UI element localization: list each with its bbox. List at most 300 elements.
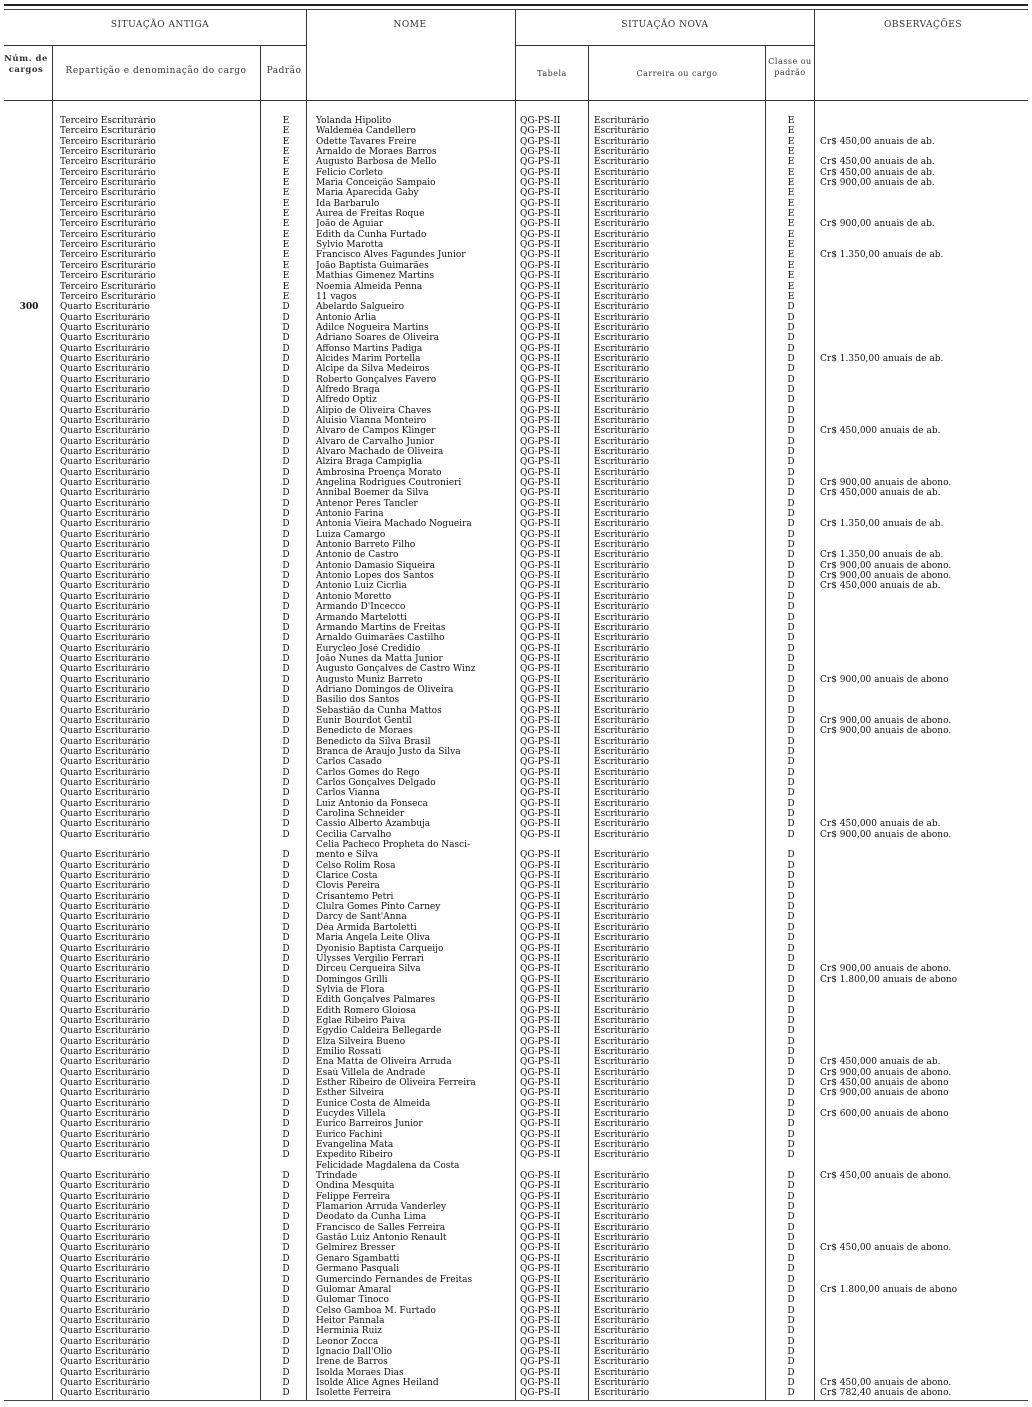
row-carreira: Escriturário [594, 664, 650, 675]
row-cargo: Quarto Escriturário [60, 550, 150, 561]
table-row [0, 954, 1032, 964]
row-tabela: QG-PS-II [520, 322, 561, 333]
table-row [0, 137, 1032, 147]
row-carreira: Escriturário [594, 757, 650, 768]
row-classe: D [787, 1171, 795, 1182]
row-tabela: QG-PS-II [520, 922, 561, 933]
row-carreira: Escriturário [594, 1067, 650, 1078]
table-row [0, 861, 1032, 871]
row-tabela: QG-PS-II [520, 1357, 561, 1368]
row-observacao: Cr$ 900,00 anuais de abono. [820, 726, 952, 737]
row-cargo: Quarto Escriturário [60, 746, 150, 757]
row-padrao: D [282, 746, 290, 757]
table-row [0, 1088, 1032, 1098]
row-padrao: D [282, 1253, 290, 1264]
row-carreira: Escriturário [594, 1388, 650, 1399]
row-classe: D [787, 571, 795, 582]
row-tabela: QG-PS-II [520, 726, 561, 737]
row-carreira: Escriturário [594, 1326, 650, 1337]
table-row [0, 1047, 1032, 1057]
row-padrao: E [282, 219, 290, 230]
row-padrao: D [282, 581, 290, 592]
row-nome: Ida Barbarulo [316, 198, 380, 209]
row-padrao: D [282, 912, 290, 923]
row-tabela: QG-PS-II [520, 1129, 561, 1140]
row-nome: Odette Tavares Freire [316, 136, 417, 147]
row-nome: Sylvio Marotta [316, 240, 384, 251]
row-tabela: QG-PS-II [520, 1326, 561, 1337]
row-tabela: QG-PS-II [520, 260, 561, 271]
row-nome: Esther Silveira [316, 1088, 384, 1099]
row-carreira: Escriturário [594, 1336, 650, 1347]
row-nome: Eurico Fachini [316, 1129, 383, 1140]
row-cargo: Quarto Escriturário [60, 1005, 150, 1016]
row-padrao: D [282, 312, 290, 323]
row-padrao: D [282, 871, 290, 882]
row-classe: D [787, 1140, 795, 1151]
row-tabela: QG-PS-II [520, 850, 561, 861]
row-cargo: Quarto Escriturário [60, 1036, 150, 1047]
row-tabela: QG-PS-II [520, 664, 561, 675]
row-padrao: D [282, 1295, 290, 1306]
row-tabela: QG-PS-II [520, 860, 561, 871]
row-carreira: Escriturário [594, 312, 650, 323]
row-carreira: Escriturário [594, 1109, 650, 1119]
row-classe: D [787, 1026, 795, 1037]
row-cargo: Terceiro Escriturário [60, 260, 156, 271]
row-tabela: QG-PS-II [520, 653, 561, 664]
row-classe: D [787, 809, 795, 820]
row-padrao: D [282, 715, 290, 726]
row-classe: D [787, 829, 795, 840]
row-classe: D [787, 1295, 795, 1306]
row-nome: Carlos Gonçalves Delgado [316, 778, 436, 788]
row-cargo: Quarto Escriturário [60, 1129, 150, 1140]
row-classe: D [787, 1212, 795, 1223]
table-row [0, 292, 1032, 302]
row-tabela: QG-PS-II [520, 271, 561, 282]
row-cargo: Quarto Escriturário [60, 1098, 150, 1109]
row-classe: D [787, 902, 795, 913]
row-classe: D [787, 974, 795, 985]
row-classe: E [787, 260, 795, 271]
row-padrao: D [282, 1057, 290, 1068]
row-padrao: D [282, 1264, 290, 1275]
row-nome: Eglae Ribeiro Paiva [316, 1015, 406, 1026]
row-cargo: Quarto Escriturário [60, 881, 150, 892]
row-nome: Adriano Domingos de Oliveira [316, 684, 454, 695]
row-classe: D [787, 984, 795, 995]
row-cargo: Quarto Escriturário [60, 478, 150, 489]
row-padrao: D [282, 881, 290, 892]
row-carreira: Escriturário [594, 964, 650, 975]
row-observacao: Cr$ 900,00 anuais de abono [820, 1088, 949, 1099]
row-tabela: QG-PS-II [520, 478, 561, 489]
row-tabela: QG-PS-II [520, 1264, 561, 1275]
row-carreira: Escriturário [594, 571, 650, 582]
row-padrao: D [282, 1191, 290, 1202]
table-row [0, 395, 1032, 405]
row-padrao: D [282, 1067, 290, 1078]
row-nome: Alfredo Optiz [316, 395, 377, 406]
row-padrao: D [282, 1274, 290, 1285]
row-padrao: D [282, 478, 290, 489]
row-nome: Maria Angela Leite Oliva [316, 933, 431, 944]
row-tabela: QG-PS-II [520, 395, 561, 406]
row-tabela: QG-PS-II [520, 384, 561, 395]
row-observacao: Cr$ 450,00 anuais de abono [820, 1077, 949, 1088]
table-row [0, 561, 1032, 571]
row-classe: D [787, 684, 795, 695]
row-observacao: Cr$ 450,000 anuais de ab. [820, 1057, 941, 1068]
row-tabela: QG-PS-II [520, 622, 561, 633]
row-padrao: D [282, 705, 290, 716]
row-observacao: Cr$ 600,00 anuais de abono [820, 1109, 949, 1119]
row-cargo: Quarto Escriturário [60, 767, 150, 778]
row-carreira: Escriturário [594, 519, 650, 530]
row-nome: Roberto Gonçalves Favero [316, 374, 437, 385]
row-tabela: QG-PS-II [520, 302, 561, 313]
row-observacao: Cr$ 1.350,00 anuais de ab. [820, 353, 944, 364]
row-tabela: QG-PS-II [520, 457, 561, 468]
row-nome: Armando D'Incecco [316, 602, 406, 613]
table-row [0, 613, 1032, 623]
table-row [0, 437, 1032, 447]
row-nome: Sebastião da Cunha Mattos [316, 705, 442, 716]
row-carreira: Escriturário [594, 1098, 650, 1109]
row-classe: E [787, 147, 795, 158]
row-classe: D [787, 860, 795, 871]
row-cargo: Quarto Escriturário [60, 488, 150, 499]
row-classe: D [787, 922, 795, 933]
row-observacao: Cr$ 782,40 anuais de abono. [820, 1388, 952, 1399]
row-classe: D [787, 1233, 795, 1244]
row-carreira: Escriturário [594, 1357, 650, 1368]
row-padrao: D [282, 860, 290, 871]
row-carreira: Escriturário [594, 715, 650, 726]
row-carreira: Escriturário [594, 302, 650, 313]
table-row [0, 550, 1032, 560]
row-nome: Ena Matta de Oliveira Arruda [316, 1057, 452, 1068]
row-classe: D [787, 1181, 795, 1192]
row-classe: E [787, 157, 795, 168]
row-padrao: D [282, 343, 290, 354]
row-carreira: Escriturário [594, 788, 650, 799]
row-carreira: Escriturário [594, 1150, 650, 1161]
row-carreira: Escriturário [594, 1212, 650, 1223]
row-padrao: D [282, 612, 290, 623]
row-carreira: Escriturário [594, 478, 650, 489]
row-padrao: D [282, 498, 290, 509]
row-classe: D [787, 622, 795, 633]
row-cargo: Quarto Escriturário [60, 1171, 150, 1182]
table-row [0, 819, 1032, 829]
row-nome: Flamarion Arruda Vanderley [316, 1202, 447, 1213]
row-tabela: QG-PS-II [520, 633, 561, 644]
row-carreira: Escriturário [594, 560, 650, 571]
row-cargo: Terceiro Escriturário [60, 157, 156, 168]
row-nome: Noemia Almeida Penna [316, 281, 423, 292]
row-carreira: Escriturário [594, 1346, 650, 1357]
header-observacoes: OBSERVAÇÕES [883, 20, 963, 30]
row-nome: Aluisio Vianna Monteiro [316, 415, 427, 426]
table-row [0, 157, 1032, 167]
row-nome: Clovis Pereira [316, 881, 380, 892]
row-padrao: D [282, 695, 290, 706]
table-row [0, 147, 1032, 157]
row-padrao: D [282, 622, 290, 633]
row-classe: E [787, 209, 795, 220]
row-cargo: Quarto Escriturário [60, 798, 150, 809]
row-padrao: D [282, 457, 290, 468]
row-tabela: QG-PS-II [520, 933, 561, 944]
row-cargo: Quarto Escriturário [60, 1305, 150, 1316]
table-row [0, 1171, 1032, 1181]
row-classe: D [787, 519, 795, 530]
row-carreira: Escriturário [594, 374, 650, 385]
row-cargo: Quarto Escriturário [60, 1191, 150, 1202]
row-nome: Benedicto de Moraes [316, 726, 413, 737]
table-row [0, 426, 1032, 436]
row-nome: Benedicto da Silva Brasil [316, 736, 431, 747]
row-cargo: Quarto Escriturário [60, 1109, 150, 1119]
row-tabela: QG-PS-II [520, 219, 561, 230]
row-nome: Mathias Gimenez Martins [316, 271, 435, 282]
table-row [0, 240, 1032, 250]
row-tabela: QG-PS-II [520, 1346, 561, 1357]
row-cargo: Quarto Escriturário [60, 819, 150, 830]
row-tabela: QG-PS-II [520, 871, 561, 882]
row-padrao: D [282, 984, 290, 995]
row-nome: Egydio Caldeira Bellegarde [316, 1026, 442, 1037]
row-observacao: Cr$ 900,00 anuais de abono. [820, 715, 952, 726]
row-carreira: Escriturário [594, 1015, 650, 1026]
row-cargo: Quarto Escriturário [60, 415, 150, 426]
row-tabela: QG-PS-II [520, 778, 561, 788]
row-observacao: Cr$ 450,00 anuais de ab. [820, 167, 935, 178]
row-padrao: D [282, 757, 290, 768]
row-observacao: Cr$ 450,000 anuais de ab. [820, 426, 941, 437]
row-carreira: Escriturário [594, 415, 650, 426]
row-nome: Angelina Rodrigues Coutronieri [316, 478, 462, 489]
table-row [0, 1016, 1032, 1026]
row-nome: Annibal Boemer da Silva [316, 488, 429, 499]
row-cargo: Quarto Escriturário [60, 922, 150, 933]
row-carreira: Escriturário [594, 126, 650, 137]
row-classe: D [787, 953, 795, 964]
table-row [0, 840, 1032, 850]
row-padrao: D [282, 415, 290, 426]
row-padrao: D [282, 1346, 290, 1357]
table-row [0, 323, 1032, 333]
row-carreira: Escriturário [594, 622, 650, 633]
row-classe: D [787, 447, 795, 457]
row-carreira: Escriturário [594, 1253, 650, 1264]
row-cargo: Quarto Escriturário [60, 591, 150, 602]
row-carreira: Escriturário [594, 1191, 650, 1202]
row-cargo: Quarto Escriturário [60, 1388, 150, 1399]
row-padrao: D [282, 850, 290, 861]
table-row [0, 116, 1032, 126]
table-row [0, 540, 1032, 550]
row-cargo: Quarto Escriturário [60, 933, 150, 944]
row-cargo: Terceiro Escriturário [60, 188, 156, 199]
row-cargo: Terceiro Escriturário [60, 126, 156, 137]
table-row [0, 219, 1032, 229]
row-observacao: Cr$ 1.800,00 anuais de abono [820, 974, 958, 985]
row-cargo: Quarto Escriturário [60, 995, 150, 1006]
row-padrao: E [282, 116, 290, 126]
row-tabela: QG-PS-II [520, 540, 561, 551]
row-tabela: QG-PS-II [520, 684, 561, 695]
row-classe: D [787, 871, 795, 882]
table-row [0, 581, 1032, 591]
row-observacao: Cr$ 900,00 anuais de ab. [820, 178, 935, 189]
row-carreira: Escriturário [594, 809, 650, 820]
row-nome: Gulomar Tinoco [316, 1295, 389, 1306]
row-cargo: Quarto Escriturário [60, 1077, 150, 1088]
row-nome: Isolda Moraes Dias [316, 1367, 404, 1378]
row-padrao: D [282, 736, 290, 747]
row-classe: D [787, 1109, 795, 1119]
row-cargo: Quarto Escriturário [60, 1274, 150, 1285]
row-padrao: D [282, 1036, 290, 1047]
table-row [0, 850, 1032, 860]
table-row [0, 1368, 1032, 1378]
row-classe: D [787, 778, 795, 788]
row-padrao: E [282, 209, 290, 220]
table-row [0, 902, 1032, 912]
table-row [0, 499, 1032, 509]
row-cargo: Quarto Escriturário [60, 540, 150, 551]
row-classe: D [787, 912, 795, 923]
table-row [0, 706, 1032, 716]
row-tabela: QG-PS-II [520, 136, 561, 147]
row-classe: D [787, 581, 795, 592]
row-classe: E [787, 178, 795, 189]
row-nome: Eurycleo José Credidio [316, 643, 421, 654]
row-cargo: Quarto Escriturário [60, 581, 150, 592]
row-carreira: Escriturário [594, 343, 650, 354]
row-cargo: Quarto Escriturário [60, 1046, 150, 1057]
table-row [0, 406, 1032, 416]
row-cargo: Quarto Escriturário [60, 374, 150, 385]
row-carreira: Escriturário [594, 447, 650, 457]
table-row [0, 1212, 1032, 1222]
table-row [0, 602, 1032, 612]
row-cargo: Quarto Escriturário [60, 860, 150, 871]
row-observacao: Cr$ 450,00 anuais de ab. [820, 136, 935, 147]
table-row [0, 695, 1032, 705]
row-cargo: Quarto Escriturário [60, 705, 150, 716]
row-observacao: Cr$ 1.350,00 anuais de ab. [820, 550, 944, 561]
row-padrao: D [282, 333, 290, 344]
row-nome: Luiz Antonio da Fonseca [316, 798, 428, 809]
row-classe: E [787, 136, 795, 147]
row-classe: D [787, 726, 795, 737]
row-carreira: Escriturário [594, 426, 650, 437]
row-padrao: D [282, 529, 290, 540]
table-row [0, 478, 1032, 488]
row-nome: Germano Pasquali [316, 1264, 400, 1275]
row-carreira: Escriturário [594, 726, 650, 737]
row-cargo: Quarto Escriturário [60, 447, 150, 457]
row-nome: Herminia Ruiz [316, 1326, 382, 1337]
row-cargo: Terceiro Escriturário [60, 167, 156, 178]
row-carreira: Escriturário [594, 353, 650, 364]
table-row [0, 923, 1032, 933]
row-cargo: Quarto Escriturário [60, 364, 150, 375]
row-padrao: D [282, 1315, 290, 1326]
row-padrao: E [282, 157, 290, 168]
row-tabela: QG-PS-II [520, 488, 561, 499]
row-cargo: Quarto Escriturário [60, 1026, 150, 1037]
row-padrao: D [282, 1202, 290, 1213]
row-cargo: Quarto Escriturário [60, 302, 150, 313]
table-row [0, 1378, 1032, 1388]
row-nome: Alcipe da Silva Medeiros [316, 364, 430, 375]
row-classe: D [787, 405, 795, 416]
row-cargo: Quarto Escriturário [60, 902, 150, 913]
table-row [0, 757, 1032, 767]
row-padrao: E [282, 147, 290, 158]
row-nome: Darcy de Sant'Anna [316, 912, 407, 923]
row-nome: Eunice Costa de Almeida [316, 1098, 431, 1109]
row-carreira: Escriturário [594, 395, 650, 406]
row-cargo: Quarto Escriturário [60, 1233, 150, 1244]
row-carreira: Escriturário [594, 405, 650, 416]
row-tabela: QG-PS-II [520, 1315, 561, 1326]
row-cargo: Quarto Escriturário [60, 1264, 150, 1275]
row-tabela: QG-PS-II [520, 364, 561, 375]
row-cargo: Quarto Escriturário [60, 1202, 150, 1213]
row-classe: D [787, 374, 795, 385]
table-row [0, 1026, 1032, 1036]
row-carreira: Escriturário [594, 1367, 650, 1378]
row-padrao: E [282, 240, 290, 251]
table-row [0, 1078, 1032, 1088]
row-padrao: D [282, 467, 290, 478]
table-row [0, 1285, 1032, 1295]
row-classe: D [787, 850, 795, 861]
row-carreira: Escriturário [594, 1222, 650, 1233]
row-nome: Celso Rolim Rosa [316, 860, 396, 871]
row-tabela: QG-PS-II [520, 1191, 561, 1202]
row-nome: Esaú Villela de Andrade [316, 1067, 426, 1078]
row-carreira: Escriturário [594, 1046, 650, 1057]
row-carreira: Escriturário [594, 995, 650, 1006]
row-tabela: QG-PS-II [520, 974, 561, 985]
table-row [0, 912, 1032, 922]
header-classe: Classe ou padrão [768, 57, 812, 77]
row-tabela: QG-PS-II [520, 426, 561, 437]
row-padrao: D [282, 353, 290, 364]
row-nome: João de Aguiar [316, 219, 384, 230]
row-classe: D [787, 1088, 795, 1099]
top-rule-thin [4, 9, 1028, 10]
header-rule [515, 45, 814, 46]
row-padrao: D [282, 902, 290, 913]
row-observacao: Cr$ 900,00 anuais de abono. [820, 1067, 952, 1078]
row-classe: E [787, 281, 795, 292]
row-carreira: Escriturário [594, 871, 650, 882]
row-tabela: QG-PS-II [520, 571, 561, 582]
row-carreira: Escriturário [594, 767, 650, 778]
row-cargo: Terceiro Escriturário [60, 271, 156, 282]
row-padrao: D [282, 436, 290, 447]
row-cargo: Quarto Escriturário [60, 612, 150, 623]
row-carreira: Escriturário [594, 1295, 650, 1306]
